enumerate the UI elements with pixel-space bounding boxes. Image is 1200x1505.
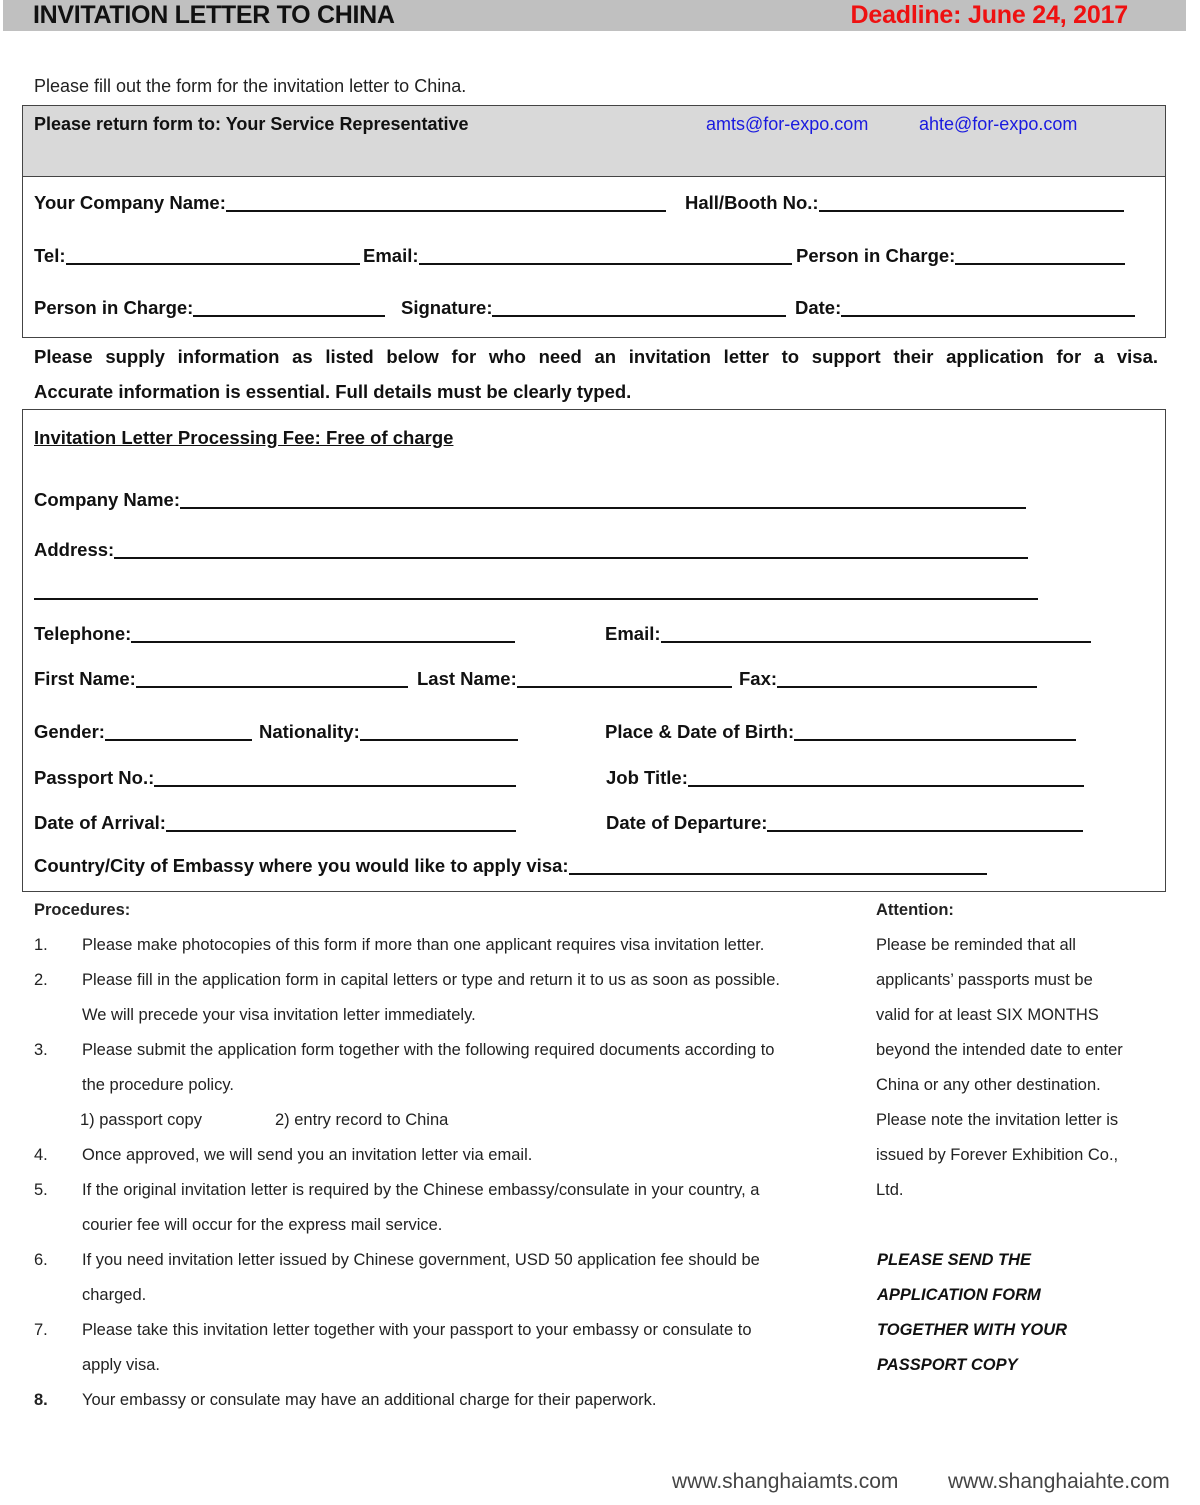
job-title-label: Job Title: xyxy=(606,767,688,788)
last-name-label: Last Name: xyxy=(417,668,517,689)
procedure-number: 1. xyxy=(34,936,48,954)
your-company-name-field[interactable] xyxy=(34,192,666,214)
telephone-label: Telephone: xyxy=(34,623,132,644)
passport-no-label: Passport No.: xyxy=(34,767,155,788)
date-departure-label: Date of Departure: xyxy=(606,812,768,833)
deadline-label: Deadline: June 24, 2017 xyxy=(850,1,1128,29)
fax-label: Fax: xyxy=(739,668,778,689)
procedure-line: Please take this invitation letter together with your passport to your embassy or consulate to xyxy=(82,1321,752,1339)
date-departure-input[interactable] xyxy=(767,814,1083,832)
signature-input[interactable] xyxy=(492,299,786,317)
hall-booth-label: Hall/Booth No.: xyxy=(685,192,819,213)
passport-no-input[interactable] xyxy=(154,769,516,787)
attention-emphasis-line: PLEASE SEND THE xyxy=(877,1251,1032,1269)
procedure-line: We will precede your visa invitation letter immediately. xyxy=(82,1006,476,1024)
procedures-title: Procedures: xyxy=(34,901,131,919)
exhibitor-info-box xyxy=(22,105,1166,338)
procedure-line: courier fee will occur for the express mail service. xyxy=(82,1216,443,1234)
applicant-info-box xyxy=(22,409,1166,892)
footer-link-amts[interactable]: www.shanghaiamts.com xyxy=(672,1470,899,1493)
gender-field[interactable] xyxy=(34,721,252,743)
document-title: INVITATION LETTER TO CHINA xyxy=(33,1,395,29)
return-form-band xyxy=(23,106,1165,177)
date-arrival-field[interactable] xyxy=(34,812,516,834)
intro-text: Please fill out the form for the invitation letter to China. xyxy=(34,76,467,96)
header-bar xyxy=(3,0,1186,31)
exhibitor-email-input[interactable] xyxy=(419,247,792,265)
address-input[interactable] xyxy=(114,541,1028,559)
nationality-input[interactable] xyxy=(360,723,518,741)
job-title-field[interactable] xyxy=(606,767,1084,789)
procedure-line: the procedure policy. xyxy=(82,1076,234,1094)
attention-line: valid for at least SIX MONTHS xyxy=(876,1006,1099,1024)
procedure-number: 4. xyxy=(34,1146,48,1164)
job-title-input[interactable] xyxy=(688,769,1084,787)
first-name-input[interactable] xyxy=(136,670,408,688)
last-name-field[interactable] xyxy=(417,668,732,690)
applicant-email-input[interactable] xyxy=(661,625,1091,643)
signature-field[interactable] xyxy=(401,297,786,319)
return-form-label: Please return form to: Your Service Representative xyxy=(34,114,469,134)
attention-line: Please be reminded that all xyxy=(876,936,1076,954)
person-in-charge-input-1[interactable] xyxy=(955,247,1125,265)
supply-info-line-2: Accurate information is essential. Full details must be clearly typed. xyxy=(34,381,632,402)
last-name-input[interactable] xyxy=(517,670,732,688)
address-line-2-field[interactable] xyxy=(34,582,1038,602)
telephone-field[interactable] xyxy=(34,623,515,645)
gender-input[interactable] xyxy=(105,723,252,741)
attention-line: Please note the invitation letter is xyxy=(876,1111,1119,1129)
exhibitor-email-field[interactable] xyxy=(363,245,792,267)
attention-line: Ltd. xyxy=(876,1181,904,1199)
procedure-number: 7. xyxy=(34,1321,48,1339)
procedure-line: charged. xyxy=(82,1286,147,1304)
nationality-field[interactable] xyxy=(259,721,518,743)
attention-line: applicants’ passports must be xyxy=(876,971,1093,989)
tel-label: Tel: xyxy=(34,245,66,266)
procedure-line: Please make photocopies of this form if more than one applicant requires visa invitation letter. xyxy=(82,936,765,954)
your-company-name-label: Your Company Name: xyxy=(34,192,226,213)
footer-link-ahte[interactable]: www.shanghaiahte.com xyxy=(948,1470,1170,1493)
embassy-label: Country/City of Embassy where you would like to apply visa: xyxy=(34,855,569,876)
passport-no-field[interactable] xyxy=(34,767,516,789)
attention-emphasis-line: APPLICATION FORM xyxy=(877,1286,1041,1304)
attention-title: Attention: xyxy=(876,901,954,919)
date-arrival-label: Date of Arrival: xyxy=(34,812,166,833)
place-date-birth-input[interactable] xyxy=(794,723,1076,741)
procedure-number: 5. xyxy=(34,1181,48,1199)
procedure-number: 3. xyxy=(34,1041,48,1059)
procedure-line: apply visa. xyxy=(82,1356,160,1374)
procedure-number: 8. xyxy=(34,1391,48,1409)
attention-emphasis-line: PASSPORT COPY xyxy=(877,1356,1018,1374)
exhibitor-email-label: Email: xyxy=(363,245,419,266)
attention-line: beyond the intended date to enter xyxy=(876,1041,1123,1059)
procedure-line: Please fill in the application form in capital letters or type and return it to us as soon as possible. xyxy=(82,971,780,989)
supply-info-line-1: Please supply information as listed below for who need an invitation letter to support their application for a visa. xyxy=(34,346,1158,367)
date-label: Date: xyxy=(795,297,842,318)
tel-field[interactable] xyxy=(34,245,360,267)
attention-line: China or any other destination. xyxy=(876,1076,1101,1094)
fax-input[interactable] xyxy=(777,670,1037,688)
address-field[interactable] xyxy=(34,539,1028,561)
date-field[interactable] xyxy=(795,297,1135,319)
first-name-field[interactable] xyxy=(34,668,408,690)
signature-label: Signature: xyxy=(401,297,493,318)
procedure-number: 2. xyxy=(34,971,48,989)
person-in-charge-label-1: Person in Charge: xyxy=(796,245,956,266)
nationality-label: Nationality: xyxy=(259,721,360,742)
company-name-field[interactable] xyxy=(34,489,1026,511)
address-label: Address: xyxy=(34,539,115,560)
procedure-line: Your embassy or consulate may have an additional charge for their paperwork. xyxy=(82,1391,657,1409)
address-line-2-input[interactable] xyxy=(34,582,1038,600)
embassy-input[interactable] xyxy=(569,857,987,875)
place-date-birth-label: Place & Date of Birth: xyxy=(605,721,795,742)
tel-input[interactable] xyxy=(66,247,360,265)
date-input[interactable] xyxy=(841,299,1135,317)
email-link-ahte[interactable]: ahte@for-expo.com xyxy=(919,114,1078,134)
gender-label: Gender: xyxy=(34,721,105,742)
first-name-label: First Name: xyxy=(34,668,136,689)
procedure-line: Once approved, we will send you an invitation letter via email. xyxy=(82,1146,533,1164)
hall-booth-input[interactable] xyxy=(819,194,1124,212)
embassy-field[interactable] xyxy=(34,855,987,877)
procedure-number: 6. xyxy=(34,1251,48,1269)
company-name-input[interactable] xyxy=(180,491,1026,509)
fax-field[interactable] xyxy=(739,668,1037,690)
required-doc-passport: 1) passport copy xyxy=(80,1111,202,1129)
person-in-charge-field-1[interactable] xyxy=(796,245,1125,267)
company-name-label: Company Name: xyxy=(34,489,180,510)
applicant-email-field[interactable] xyxy=(605,623,1091,645)
place-date-birth-field[interactable] xyxy=(605,721,1076,743)
date-arrival-input[interactable] xyxy=(166,814,516,832)
procedure-line: Please submit the application form together with the following required documents according to xyxy=(82,1041,775,1059)
applicant-email-label: Email: xyxy=(605,623,661,644)
telephone-input[interactable] xyxy=(131,625,515,643)
email-link-amts[interactable]: amts@for-expo.com xyxy=(706,114,869,134)
attention-line: issued by Forever Exhibition Co., xyxy=(876,1146,1119,1164)
procedure-line: If the original invitation letter is required by the Chinese embassy/consulate in your country, a xyxy=(82,1181,760,1199)
processing-fee-title: Invitation Letter Processing Fee: Free of charge xyxy=(34,427,454,448)
person-in-charge-label-2: Person in Charge: xyxy=(34,297,194,318)
procedure-line: If you need invitation letter issued by Chinese government, USD 50 application fee should be xyxy=(82,1251,760,1269)
date-departure-field[interactable] xyxy=(606,812,1083,834)
attention-emphasis-line: TOGETHER WITH YOUR xyxy=(877,1321,1068,1339)
person-in-charge-field-2[interactable] xyxy=(34,297,385,319)
person-in-charge-input-2[interactable] xyxy=(193,299,385,317)
your-company-name-input[interactable] xyxy=(226,194,666,212)
hall-booth-field[interactable] xyxy=(685,192,1124,214)
required-doc-entry-record: 2) entry record to China xyxy=(275,1111,449,1129)
